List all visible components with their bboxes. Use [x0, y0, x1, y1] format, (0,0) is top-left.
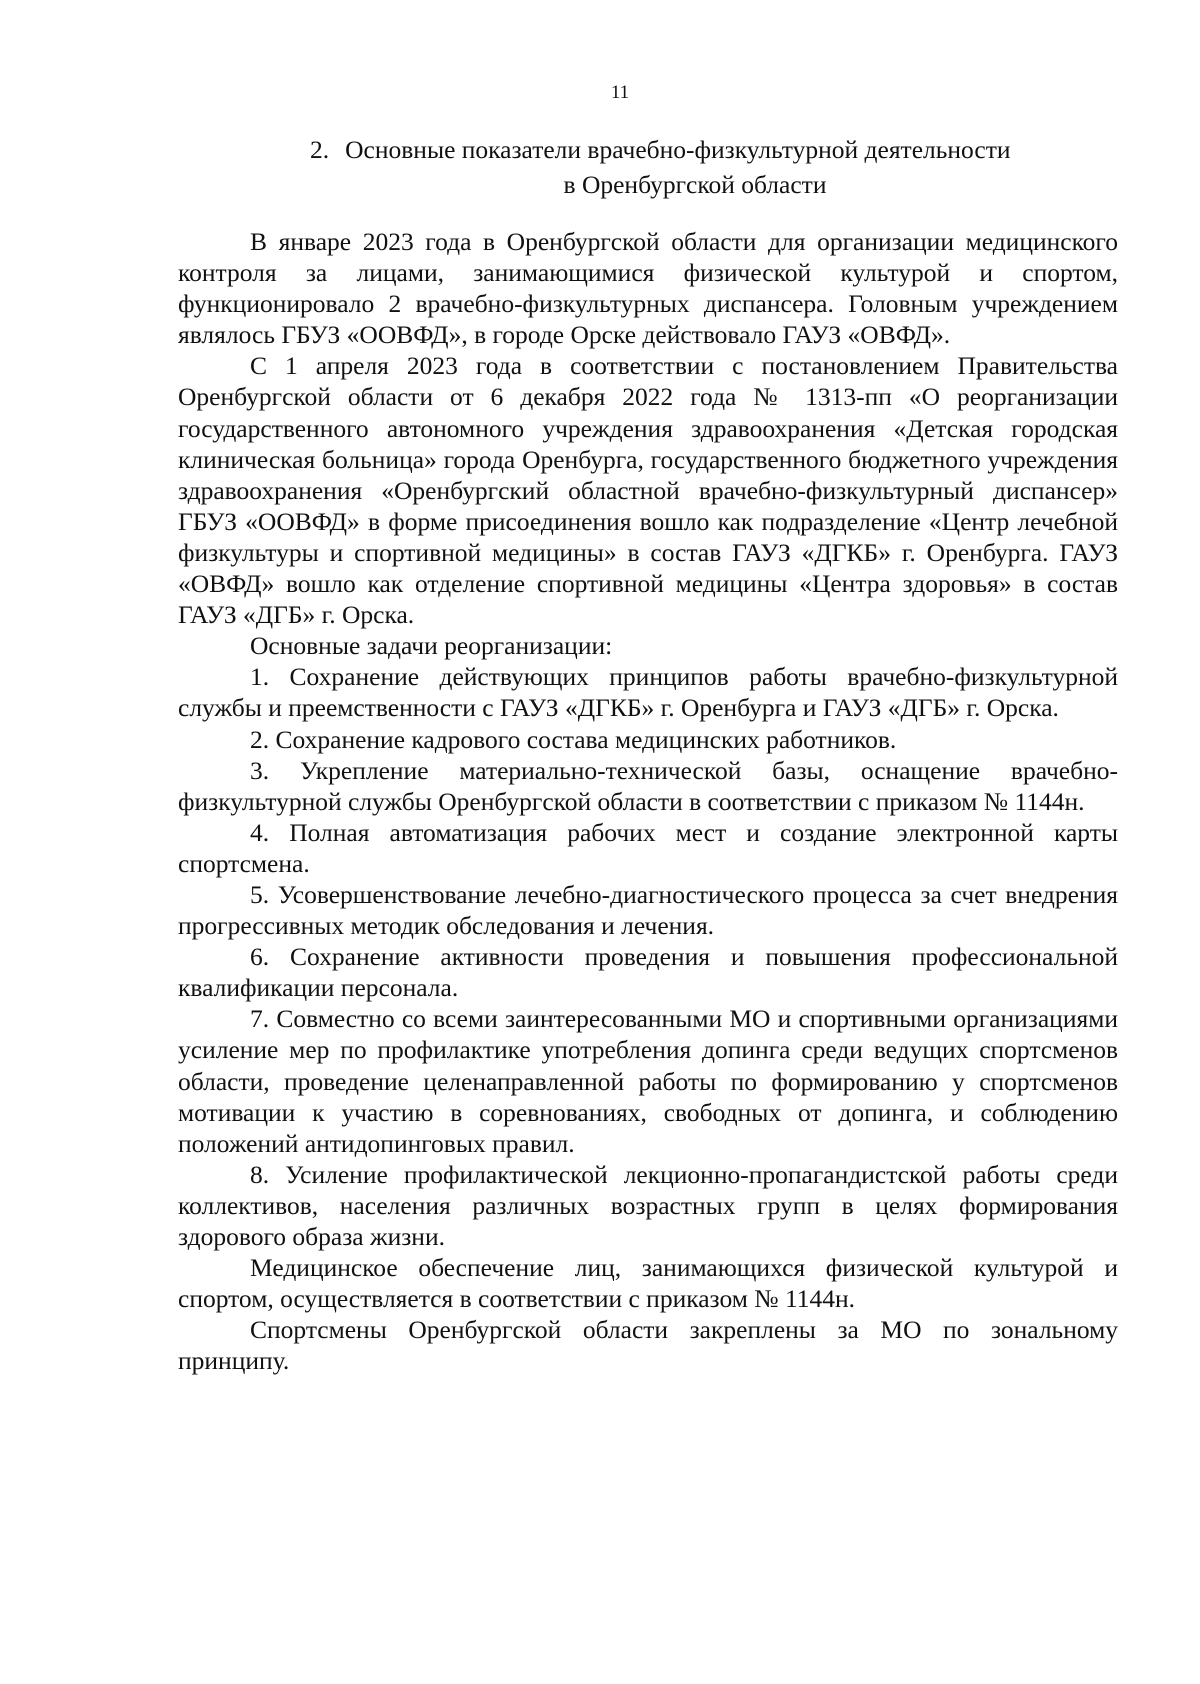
list-item: 5. Усовершенствование лечебно-диагностического процесса за счет внедрения прогрессивных методик обследования и лечения.	[178, 879, 1118, 941]
section-title: Основные показатели врачебно-физкультурной деятельности	[345, 135, 1011, 164]
list-item: 6. Сохранение активности проведения и повышения профессиональной квалификации персонала.	[178, 942, 1118, 1003]
list-item: 1. Сохранение действующих принципов работы врачебно-физкультурной службы и преемственности с ГАУЗ «ДГКБ» г. Оренбурга и ГАУЗ «ДГБ» г. Орска.	[178, 662, 1118, 723]
paragraph: Основные задачи реорганизации:	[250, 631, 613, 661]
list-item: 4. Полная автоматизация рабочих мест и создание электронной карты спортсмена.	[178, 817, 1118, 878]
paragraph: В январе 2023 года в Оренбургской области для организации медицинского контроля за лицами, занимающимися физической культурой и спортом, функционировало 2 врачебно-физкультурных диспансера. Головным учреждением являлось ГБУЗ «ООВФД», в городе Орске действовало ГАУЗ «ОВФД».	[178, 227, 1118, 350]
list-item: 8. Усиление профилактической лекционно-пропагандистской работы среди коллективов, населения различных возрастных групп в целях формирования здорового образа жизни.	[178, 1159, 1118, 1251]
paragraph: Спортсмены Оренбургской области закреплены за МО по зональному принципу.	[178, 1315, 1118, 1376]
paragraph: С 1 апреля 2023 года в соответствии с постановлением Правительства Оренбургской области от 6 декабря 2022 года № 1313-пп «О реорганизации государственного автономного учреждения здравоохранения «Детская городская клиническая больница» города Оренбурга, государственного бюджетного учреждения здравоохранения «Оренбургский областной врачебно-физкультурный диспансер» ГБУЗ «ООВФД» в форме присоединения вошло как подразделение «Центр лечебной физкультуры и спортивной медицины» в состав ГАУЗ «ДГКБ» г. Оренбурга. ГАУЗ «ОВФД» вошло как отделение спортивной медицины «Центра здоровья» в состав ГАУЗ «ДГБ» г. Орска.	[178, 351, 1118, 630]
section-subtitle: в Оренбургской области	[563, 170, 827, 199]
list-item: 2. Сохранение кадрового состава медицинских работников.	[250, 724, 897, 754]
document-body	[178, 226, 1118, 1376]
section-heading	[300, 132, 1090, 202]
section-number: 2.	[310, 135, 330, 164]
list-item: 3. Укрепление материально-технической базы, оснащение врачебно-физкультурной службы Оренбургской области в соответствии с приказом № 1144н.	[178, 755, 1118, 816]
section-heading-line1	[300, 132, 1090, 167]
page-number: 11	[610, 82, 630, 103]
paragraph: Медицинское обеспечение лиц, занимающихся физической культурой и спортом, осуществляется в соответствии с приказом № 1144н.	[178, 1253, 1118, 1314]
list-item: 7. Совместно со всеми заинтересованными МО и спортивными организациями усиление мер по профилактике употребления допинга среди ведущих спортсменов области, проведение целенаправленной работы по формированию у спортсменов мотивации к участию в соревнованиях, свободных от допинга, и соблюдению положений антидопинговых правил.	[178, 1004, 1118, 1158]
